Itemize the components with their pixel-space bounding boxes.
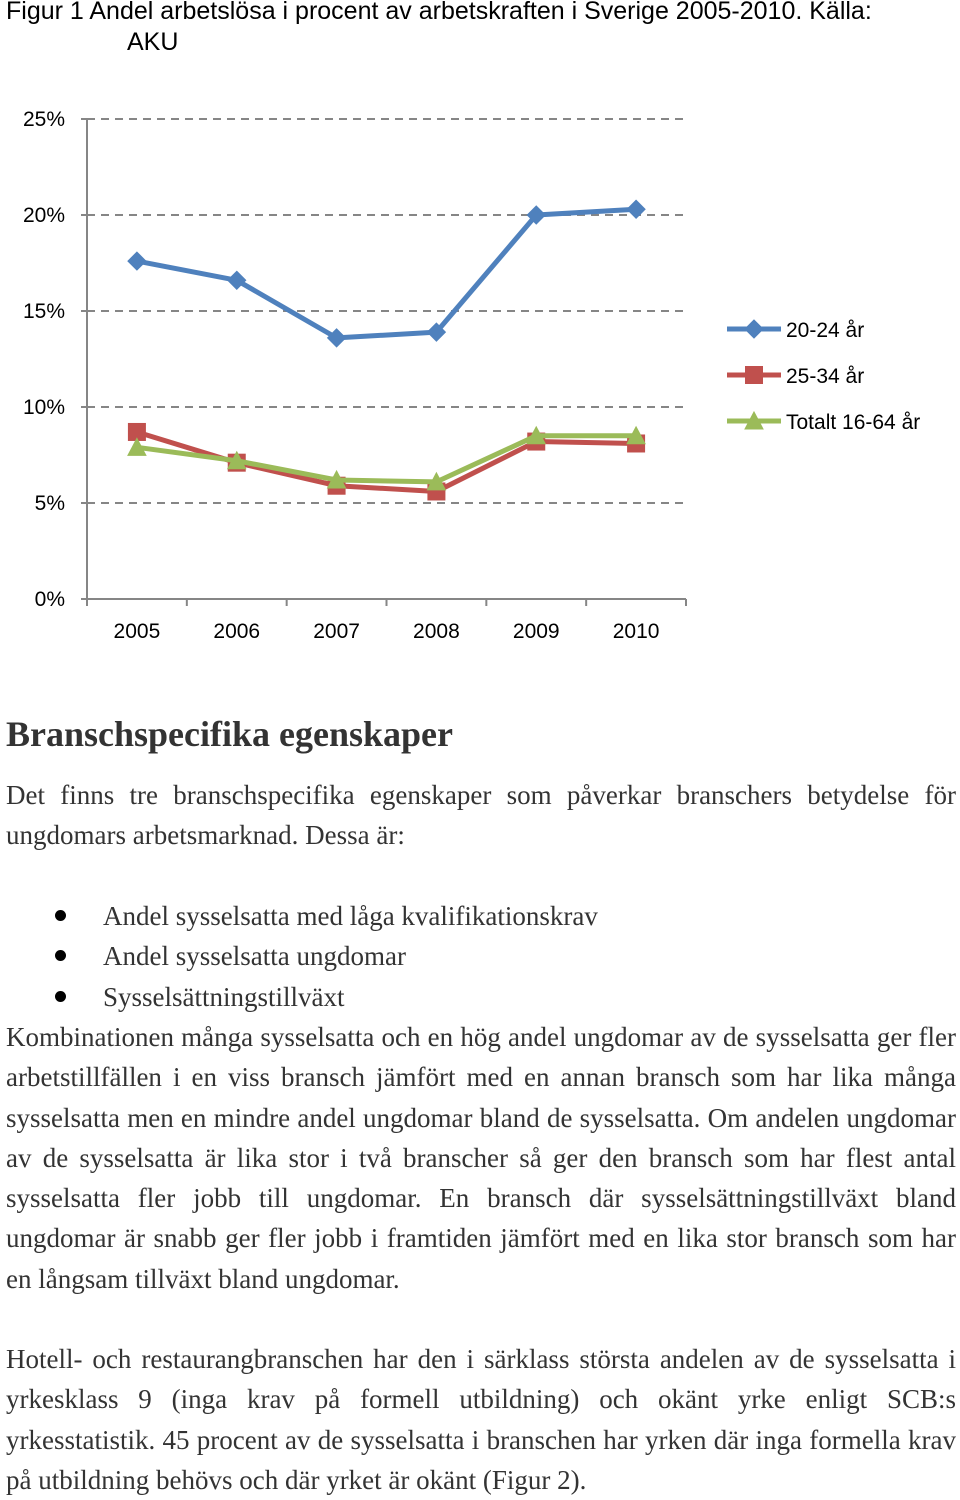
data-point: [745, 320, 763, 338]
x-tick-label: 2007: [313, 620, 360, 643]
figure-caption-line2: AKU: [127, 28, 179, 56]
bullet-list: [0, 896, 598, 1017]
legend-item: [727, 365, 864, 388]
bullet-item: [0, 977, 598, 1017]
section-heading: Branschspecifika egenskaper: [6, 714, 454, 754]
y-axis-tick-labels: [23, 108, 65, 611]
bullet-dot: [55, 910, 66, 921]
data-point: [128, 252, 146, 270]
bullet-dot: [55, 950, 66, 961]
data-point: [627, 200, 645, 218]
y-tick-label: 20%: [22, 204, 65, 227]
x-tick-label: 2008: [413, 620, 460, 643]
x-tick-label: 2006: [213, 620, 261, 643]
series-line: [137, 209, 636, 338]
legend-item: [727, 411, 920, 434]
figure-caption: [6, 0, 956, 58]
legend-label: 25-34 år: [786, 365, 865, 388]
body-paragraph-1: Kombinationen många sysselsatta och en hög andel ungdomar av de sysselsatta ger fler arbetstillfällen i en viss bransch jämfört med en annan bransch som har lika många sysselsatta men en mindre andel ungdomar bland de sysselsatta. Om andelen ungdomar av de sysselsatta är lika stor i två branscher så ger den bransch som har flest antal sysselsatta fler jobb till ungdomar. En bransch där sysselsättningstillväxt bland ungdomar är snabb ger fler jobb i framtiden jämfört med en lika stor bransch som har en långsam tillväxt bland ungdomar.: [6, 1022, 956, 1294]
series-2: [128, 427, 645, 490]
bullet-item: [0, 896, 598, 936]
series-0: [128, 200, 645, 347]
y-tick-label: 5%: [34, 492, 65, 515]
bullet-text: Andel sysselsatta ungdomar: [103, 941, 406, 972]
x-tick-label: 2010: [612, 620, 660, 643]
legend-item: [727, 319, 864, 342]
x-axis-tick-labels: [114, 620, 660, 643]
y-tick-label: 25%: [22, 108, 65, 131]
bullet-text: Sysselsättningstillväxt: [103, 981, 345, 1012]
unemployment-line-chart: [0, 90, 960, 650]
y-tick-label: 0%: [34, 588, 65, 611]
y-tick-label: 10%: [22, 396, 65, 419]
bullet-dot: [55, 991, 66, 1002]
y-tick-label: 15%: [22, 300, 65, 323]
x-tick-label: 2005: [113, 620, 161, 643]
intro-paragraph: Det finns tre branschspecifika egenskaper som påverkar branschers betydelse för ungdomars arbetsmarknad. Dessa är:: [6, 780, 956, 851]
chart-axes: [81, 119, 686, 606]
figure-caption-line1: Figur 1 Andel arbetslösa i procent av arbetskraften i Sverige 2005-2010. Källa:: [6, 0, 872, 25]
data-point: [746, 367, 763, 384]
legend-label: Totalt 16-64 år: [786, 411, 921, 434]
chart-series: [128, 200, 645, 500]
legend-label: 20-24 år: [786, 319, 865, 342]
bullet-text: Andel sysselsatta med låga kvalifikationskrav: [103, 901, 598, 931]
bullet-item: [0, 936, 598, 976]
chart-legend: [727, 319, 920, 434]
x-tick-label: 2009: [512, 620, 560, 643]
body-paragraph-2: Hotell- och restaurangbranschen har den i särklass största andelen av de sysselsatta i yrkesklass 9 (inga krav på formell utbildning) och okänt yrke enligt SCB:s yrkesstatistik. 45 procent av de sysselsatta i branschen har yrken där inga formella krav på utbildning behövs och där yrket är okänt (Figur 2).: [6, 1344, 956, 1495]
